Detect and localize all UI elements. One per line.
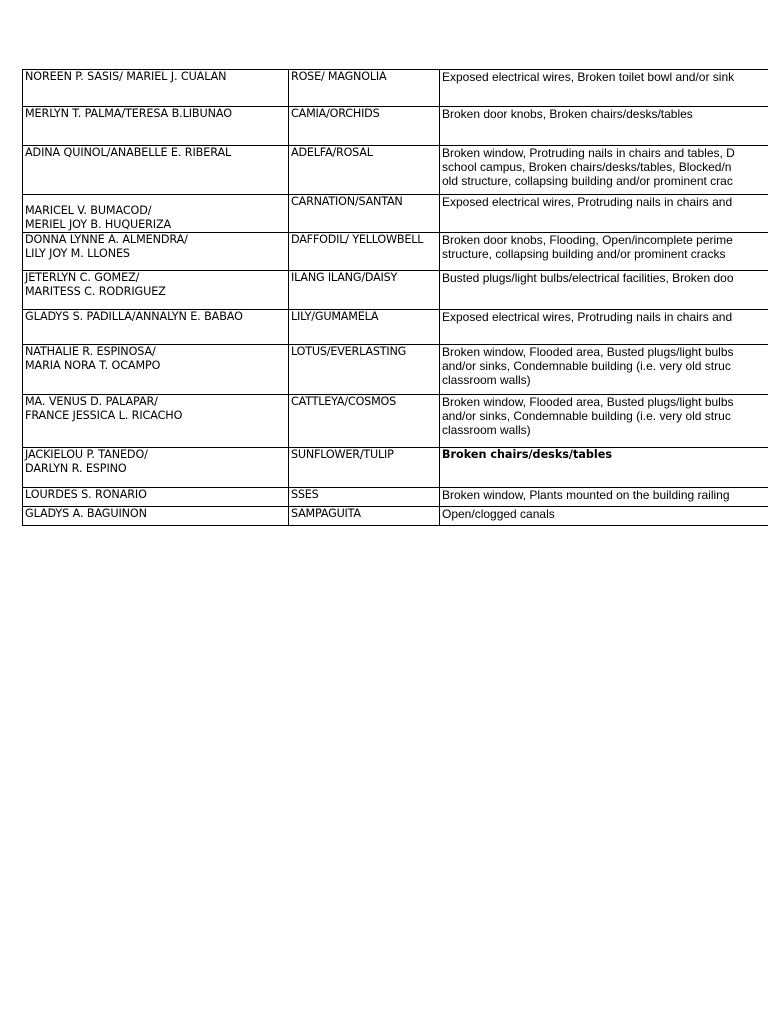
table-row xyxy=(23,310,768,345)
section-cell: LOTUS/EVERLASTING xyxy=(289,345,440,395)
section-cell: DAFFODIL/ YELLOWBELL xyxy=(289,233,440,271)
issues-cell xyxy=(440,107,768,146)
issues-text: Broken window, Flooded area, Busted plugs/light bulbs and/or sinks, Condemnable building (i.e. very old struc classroom walls) xyxy=(442,395,734,437)
issues-text: Exposed electrical wires, Protruding nails in chairs and xyxy=(442,310,733,324)
adviser-cell: GLADYS A. BAGUINON xyxy=(23,507,289,526)
issues-cell xyxy=(440,345,768,395)
adviser-cell: GLADYS S. PADILLA/ANNALYN E. BABAO xyxy=(23,310,289,345)
issues-cell xyxy=(440,448,768,488)
issues-text: Exposed electrical wires, Protruding nails in chairs and xyxy=(442,195,733,209)
issues-cell xyxy=(440,310,768,345)
issues-cell xyxy=(440,488,768,507)
school-safety-table xyxy=(22,69,768,526)
adviser-cell: MA. VENUS D. PALAPAR/ FRANCE JESSICA L. RICACHO xyxy=(23,395,289,448)
table-row xyxy=(23,345,768,395)
issues-text: Busted plugs/light bulbs/electrical facilities, Broken doo xyxy=(442,271,734,285)
table-row xyxy=(23,395,768,448)
table-row xyxy=(23,195,768,233)
table-row xyxy=(23,70,768,107)
table-row xyxy=(23,507,768,526)
issues-cell xyxy=(440,233,768,271)
section-cell: CATTLEYA/COSMOS xyxy=(289,395,440,448)
issues-text: Broken chairs/desks/tables xyxy=(442,448,612,461)
table-row xyxy=(23,448,768,488)
section-cell: CARNATION/SANTAN xyxy=(289,195,440,233)
issues-cell xyxy=(440,395,768,448)
section-cell: ADELFA/ROSAL xyxy=(289,146,440,195)
table-row xyxy=(23,107,768,146)
issues-text: Broken window, Plants mounted on the building railing xyxy=(442,488,730,502)
issues-cell xyxy=(440,70,768,107)
section-cell: SUNFLOWER/TULIP xyxy=(289,448,440,488)
table-row xyxy=(23,146,768,195)
table-row xyxy=(23,271,768,310)
issues-cell xyxy=(440,146,768,195)
adviser-cell: NATHALIE R. ESPINOSA/ MARIA NORA T. OCAMPO xyxy=(23,345,289,395)
issues-text: Exposed electrical wires, Broken toilet bowl and/or sink xyxy=(442,70,735,84)
adviser-cell: MARICEL V. BUMACOD/ MERIEL JOY B. HUQUERIZA xyxy=(23,195,289,233)
section-cell: ROSE/ MAGNOLIA xyxy=(289,70,440,107)
section-cell: SAMPAGUITA xyxy=(289,507,440,526)
issues-cell xyxy=(440,195,768,233)
section-cell: ILANG ILANG/DAISY xyxy=(289,271,440,310)
adviser-cell: DONNA LYNNE A. ALMENDRA/ LILY JOY M. LLONES xyxy=(23,233,289,271)
issues-cell xyxy=(440,507,768,526)
issues-text: Open/clogged canals xyxy=(442,507,555,521)
issues-cell xyxy=(440,271,768,310)
adviser-cell: LOURDES S. RONARIO xyxy=(23,488,289,507)
section-cell: CAMIA/ORCHIDS xyxy=(289,107,440,146)
issues-text: Broken door knobs, Flooding, Open/incomplete perime structure, collapsing building and/or prominent cracks xyxy=(442,233,733,261)
adviser-cell: JACKIELOU P. TANEDO/ DARLYN R. ESPINO xyxy=(23,448,289,488)
adviser-cell: JETERLYN C. GOMEZ/ MARITESS C. RODRIGUEZ xyxy=(23,271,289,310)
issues-text: Broken door knobs, Broken chairs/desks/tables xyxy=(442,107,693,121)
issues-text: Broken window, Protruding nails in chairs and tables, D school campus, Broken chairs/desks/tables, Blocked/n old structure, collapsing building and/or prominent crac xyxy=(442,146,735,188)
adviser-cell: NOREEN P. SASIS/ MARIEL J. CUALAN xyxy=(23,70,289,107)
table-row xyxy=(23,488,768,507)
table-row xyxy=(23,233,768,271)
section-cell: SSES xyxy=(289,488,440,507)
spreadsheet-page xyxy=(22,69,768,529)
adviser-cell: ADINA QUINOL/ANABELLE E. RIBERAL xyxy=(23,146,289,195)
section-cell: LILY/GUMAMELA xyxy=(289,310,440,345)
issues-text: Broken window, Flooded area, Busted plugs/light bulbs and/or sinks, Condemnable building (i.e. very old struc classroom walls) xyxy=(442,345,734,387)
adviser-cell: MERLYN T. PALMA/TERESA B.LIBUNAO xyxy=(23,107,289,146)
